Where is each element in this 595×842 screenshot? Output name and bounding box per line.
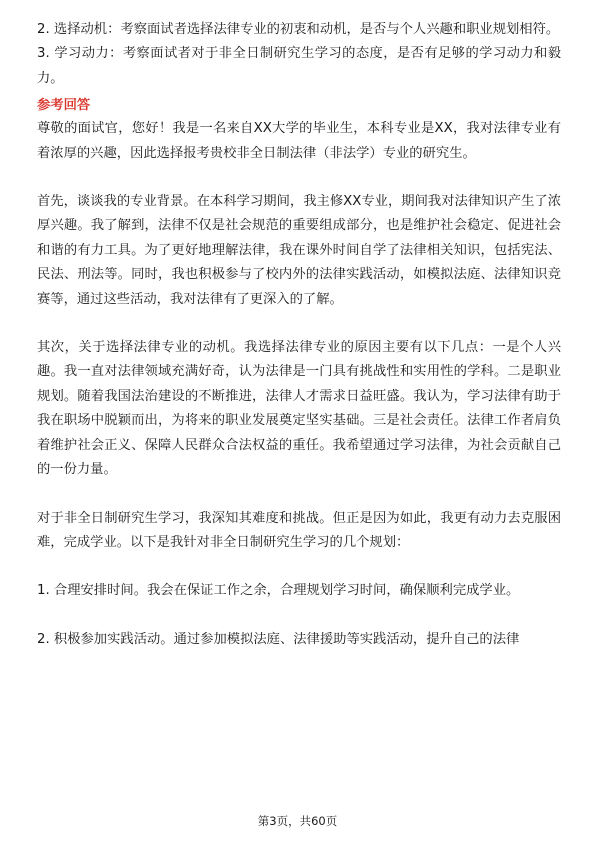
paragraph-spacer: [37, 604, 561, 628]
paragraph-background: 首先，谈谈我的专业背景。在本科学习期间，我主修XX专业，期间我对法律知识产生了浓厚兴趣。我了解到，法律不仅是社会规范的重要组成部分，也是维护社会稳定、促进社会和谐的有力工具。为了更好地理解法律，我在课外时间自学了法律相关知识，包括宪法、民法、刑法等。同时，我也积极参与了校内外的法律实践活动，如模拟法庭、法律知识竞赛等，通过这些活动，我对法律有了更深入的了解。: [37, 194, 561, 307]
criterion-study-drive: 3. 学习动力：考察面试者对于非全日制研究生学习的态度，是否有足够的学习动力和毅力。: [37, 46, 561, 86]
paragraph-greeting: 尊敬的面试官，您好！我是一名来自XX大学的毕业生，本科专业是XX，我对法律专业有着浓厚的兴趣，因此选择报考贵校非全日制法律（非法学）专业的研究生。: [37, 121, 561, 161]
paragraph-spacer: [37, 555, 561, 579]
paragraph-spacer: [37, 166, 561, 190]
paragraph-motivation: 其次，关于选择法律专业的动机。我选择法律专业的原因主要有以下几点：一是个人兴趣。我一直对法律领域充满好奇，认为法律是一门具有挑战性和实用性的学科。二是职业规划。随着我国法治建设的不断推进，法律人才需求日益旺盛。我认为，学习法律有助于我在职场中脱颖而出，为将来的职业发展奠定坚实基础。三是社会责任。法律工作者肩负着维护社会正义、保障人民群众合法权益的重任。我希望通过学习法律，为社会贡献自己的一份力量。: [37, 340, 561, 478]
paragraph-spacer: [37, 312, 561, 336]
paragraph-part-time-study: 对于非全日制研究生学习，我深知其难度和挑战。但正是因为如此，我更有动力去克服困难，完成学业。以下是我针对非全日制研究生学习的几个规划：: [37, 510, 561, 550]
reference-answer-heading: 参考回答: [37, 98, 91, 114]
paragraph-spacer: [37, 483, 561, 507]
plan-item-practice: 2. 积极参加实践活动。通过参加模拟法庭、法律援助等实践活动，提升自己的法律: [37, 631, 520, 647]
page-content: [37, 18, 561, 652]
plan-item-time: 1. 合理安排时间。我会在保证工作之余，合理规划学习时间，确保顺利完成学业。: [37, 583, 520, 599]
page-number-footer: 第3页，共60页: [257, 814, 338, 828]
criterion-motivation: 2. 选择动机：考察面试者选择法律专业的初衷和动机，是否与个人兴趣和职业规划相符。: [37, 22, 560, 37]
